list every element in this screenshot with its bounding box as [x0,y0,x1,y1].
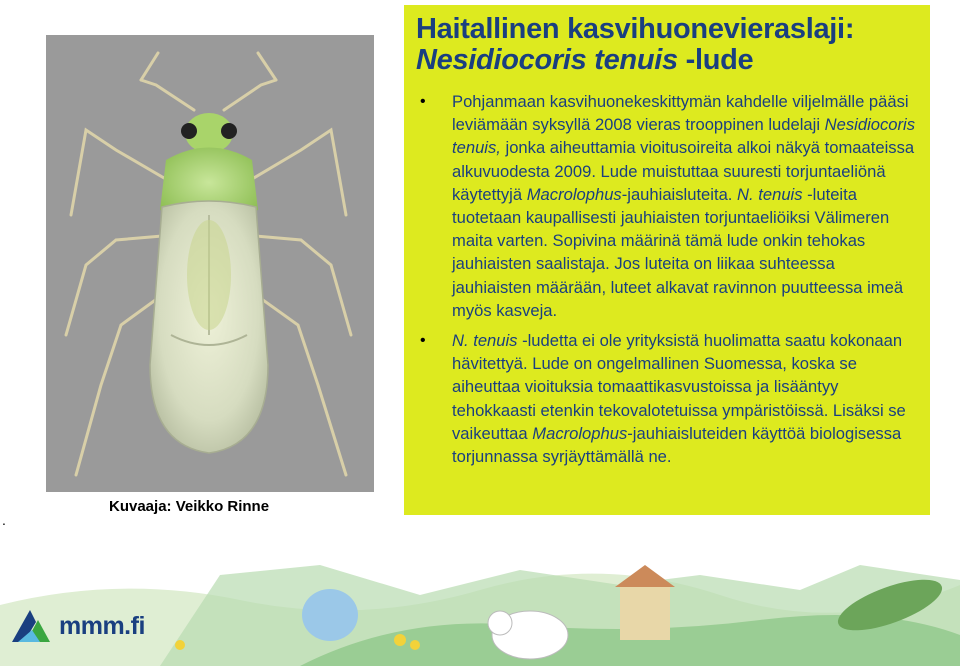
bullet-text: -luteita tuotetaan kaupallisesti jauhiaisten torjuntaeliöiksi Välimeren maita varten. Sopivina määrinä tämä lude onkin tehokas jauhiaisten saalistaja. Jos luteita on liikaa suhteessa jauhiaisten määrään, luteet alkavat ravinnon puutteessa imeä myös kasveja. [452,184,904,320]
italic-term: N. tenuis [452,331,518,351]
bullet-text: -ludetta ei ole yrityksistä huolimatta saatu kokonaan hävitettyä. Lude on ongelmallinen Suomessa, koska se aiheuttaa vioituksia tomaattikasvustoissa ja lisääntyy tehokkaasti etenkin tekovalotetuissa ympäristöissä. Lisäksi se vaikeuttaa [452,331,906,443]
logo-mark-icon [10,606,52,646]
mmm-logo[interactable] [10,606,160,646]
insect-illustration [46,35,374,492]
photo-credit: Kuvaaja: Veikko Rinne [109,498,270,515]
page-title [416,14,918,76]
title-line-1: Haitallinen kasvihuonevieraslaji: [416,13,855,45]
italic-term: Macrolophus [526,184,622,204]
bullet-item [416,329,918,468]
italic-term: Macrolophus [532,423,628,443]
bullet-text: -jauhiaisluteiden käyttöä biologisessa torjunnassa syrjäyttämällä ne. [452,423,902,467]
title-suffix: -lude [677,44,754,76]
bullet-list [416,90,918,468]
bullet-text: jonka aiheuttamia vioitusoireita alkoi näkyä tomaateissa alkuvuodesta 2009. Lude muistuttaa suuresti torjuntaeliönä käytettyjä [452,138,915,204]
logo-text: mmm.fi [59,612,145,640]
title-line-2 [416,45,918,76]
italic-term: N. tenuis [737,184,803,204]
title-species: Nesidiocoris tenuis [416,44,678,76]
bullet-item [416,90,918,322]
stray-dot: . [2,512,6,528]
insect-photo [46,35,374,492]
bullet-text: Pohjanmaan kasvihuonekeskittymän kahdelle viljelmälle pääsi leviämään syksyllä 2008 vieras trooppinen ludelaji [452,92,909,135]
info-panel [404,5,930,515]
italic-term: Nesidiocoris tenuis, [452,115,916,158]
bullet-text: -jauhiaisluteita. [621,184,738,204]
